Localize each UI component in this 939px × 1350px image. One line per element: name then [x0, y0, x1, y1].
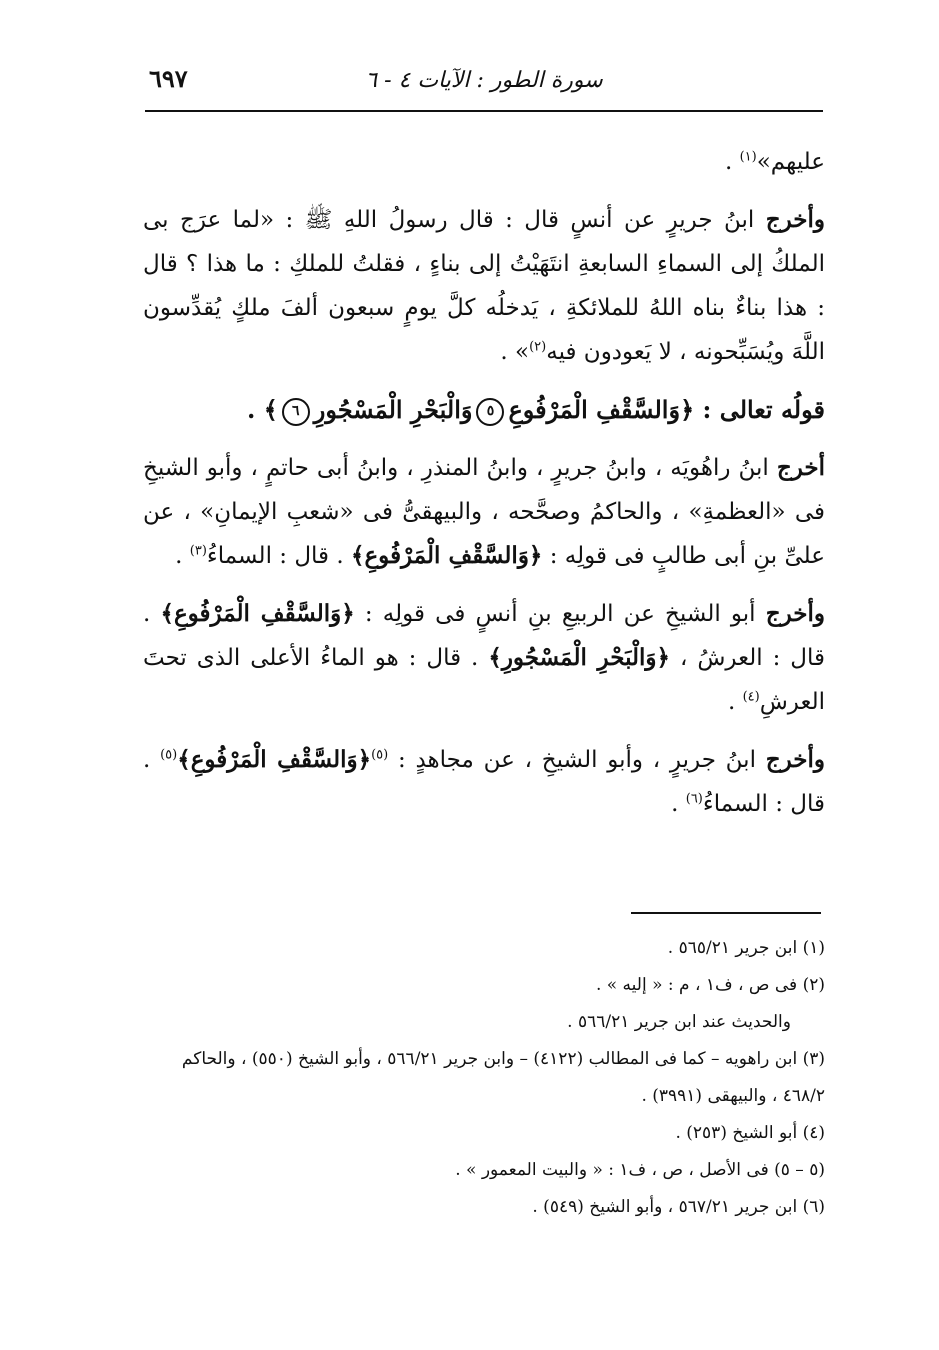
text-run: . قال : هو الماءُ الأعلى الذى تحتَ العرشِ [143, 645, 825, 715]
quran-verse: ﴿وَالسَّقْفِ الْمَرْفُوعِ [508, 395, 695, 424]
quran-verse: ﴿وَالسَّقْفِ الْمَرْفُوعِ﴾ [177, 746, 372, 773]
paragraph-continuation [143, 140, 825, 184]
paragraph-lead: وأخرج [765, 600, 825, 627]
text-run: ابنُ راهُويَه ، وابنُ جريرٍ ، وابنُ المنذرِ ، وابنُ أبى حاتمٍ ، وأبو الشيخِ فى «العظمةِ» ، والحاكمُ وصحَّحه ، والبيهقىُّ فى «شعبِ الإيمانِ» ، عن علىِّ بنِ أبى طالبٍ فى قولِه : [143, 455, 825, 569]
main-text [143, 140, 825, 840]
text-run: . [175, 543, 190, 569]
text-run: أبو الشيخِ عن الربيعِ بنِ أنسٍ فى قولِه : [354, 601, 766, 627]
ayah-number-marker: ٦ [282, 398, 310, 426]
text-run: . [727, 689, 743, 715]
text-run: . قال : العرشُ ، [143, 601, 826, 671]
page-number: ٦٩٧ [149, 64, 188, 93]
paragraph-lead: أخرج [776, 454, 825, 481]
paragraph-hadith [143, 198, 825, 374]
footnote-ref: (٦) [685, 791, 703, 807]
text-run: ﴾ . [247, 395, 278, 424]
text-run: ابنُ جريرٍ عن أنسٍ قال : قال رسولُ اللهِ ﷺ : «لما عرَج بى الملكُ إلى السماءِ السابعةِ انتَهَيْتُ إلى بناءٍ ، فقلتُ للملكِ : ما هذا ؟ قال : هذا بناءٌ بناه اللهُ للملائكةِ ، يَدخلُه كلَّ يومٍ سبعون ألفَ ملكٍ يُقدِّسون اللَّهَ ويُسَبِّحونه ، لا يَعودون فيه [143, 207, 826, 365]
paragraph-narration-1 [143, 446, 825, 578]
footnote-ref: (٣) [189, 543, 207, 559]
quran-verse: ﴿وَالسَّقْفِ الْمَرْفُوعِ﴾ [160, 600, 355, 627]
quran-verse: وَالْبَحْرِ الْمَسْجُورِ [313, 395, 473, 424]
footnote-ref: (٥) [371, 747, 389, 763]
paragraph-lead: وأخرج [765, 746, 825, 773]
quran-verse: ﴿وَالْبَحْرِ الْمَسْجُورِ﴾ [488, 644, 670, 671]
page-header [145, 62, 823, 112]
paragraph-narration-2 [143, 592, 825, 724]
footnote-divider [631, 912, 821, 914]
heading-lead: قولُه تعالى : [702, 395, 825, 424]
text-run: . قال : السماءُ [143, 747, 825, 817]
text-run: . قال : السماءُ [206, 543, 351, 569]
footnote-ref: (٥) [160, 747, 178, 763]
footnote-6: (٦) ابن جرير ٥٦٧/٢١ ، وأبو الشيخ (٥٤٩) . [532, 1197, 825, 1217]
footnote-ref: (١) [739, 149, 757, 165]
quran-verse: ﴿وَالسَّقْفِ الْمَرْفُوعِ﴾ [350, 542, 543, 569]
text-run: . [724, 149, 740, 175]
footnote-4: (٤) أبو الشيخ (٢٥٣) . [675, 1123, 825, 1143]
text-run: . [671, 791, 686, 817]
running-title: سورة الطور : الآيات ٤ - ٦ [365, 68, 603, 93]
text-run: » . [500, 339, 530, 365]
verse-heading [143, 388, 825, 432]
footnote-1: (١) ابن جرير ٥٦٥/٢١ . [667, 938, 825, 958]
footnote-2: (٢) فى ص ، ف١ ، م : « إليه » . [595, 975, 825, 995]
text-run: ابنُ جريرٍ ، وأبو الشيخِ ، عن مجاهدٍ : [388, 747, 766, 773]
paragraph-narration-3 [143, 738, 825, 826]
footnote-ref: (٤) [742, 689, 760, 705]
paragraph-lead: وأخرج [765, 206, 825, 233]
footnote-5: (٥ – ٥) فى الأصل ، ص ، ف١ : « والبيت المعمور » . [455, 1160, 825, 1180]
text-run: عليهم» [756, 149, 825, 175]
footnote-ref: (٢) [529, 339, 547, 355]
ayah-number-marker: ٥ [476, 398, 504, 426]
footnote-2-continuation: والحديث عند ابن جرير ٥٦٦/٢١ . [567, 1012, 791, 1032]
footnotes [140, 930, 825, 1226]
footnote-3: (٣) ابن راهويه – كما فى المطالب (٤١٢٢) – وابن جرير ٥٦٦/٢١ ، وأبو الشيخ (٥٥٠) ، والحاكم ٤٦٨/٢ ، والبيهقى (٣٩٩١) . [181, 1049, 825, 1106]
